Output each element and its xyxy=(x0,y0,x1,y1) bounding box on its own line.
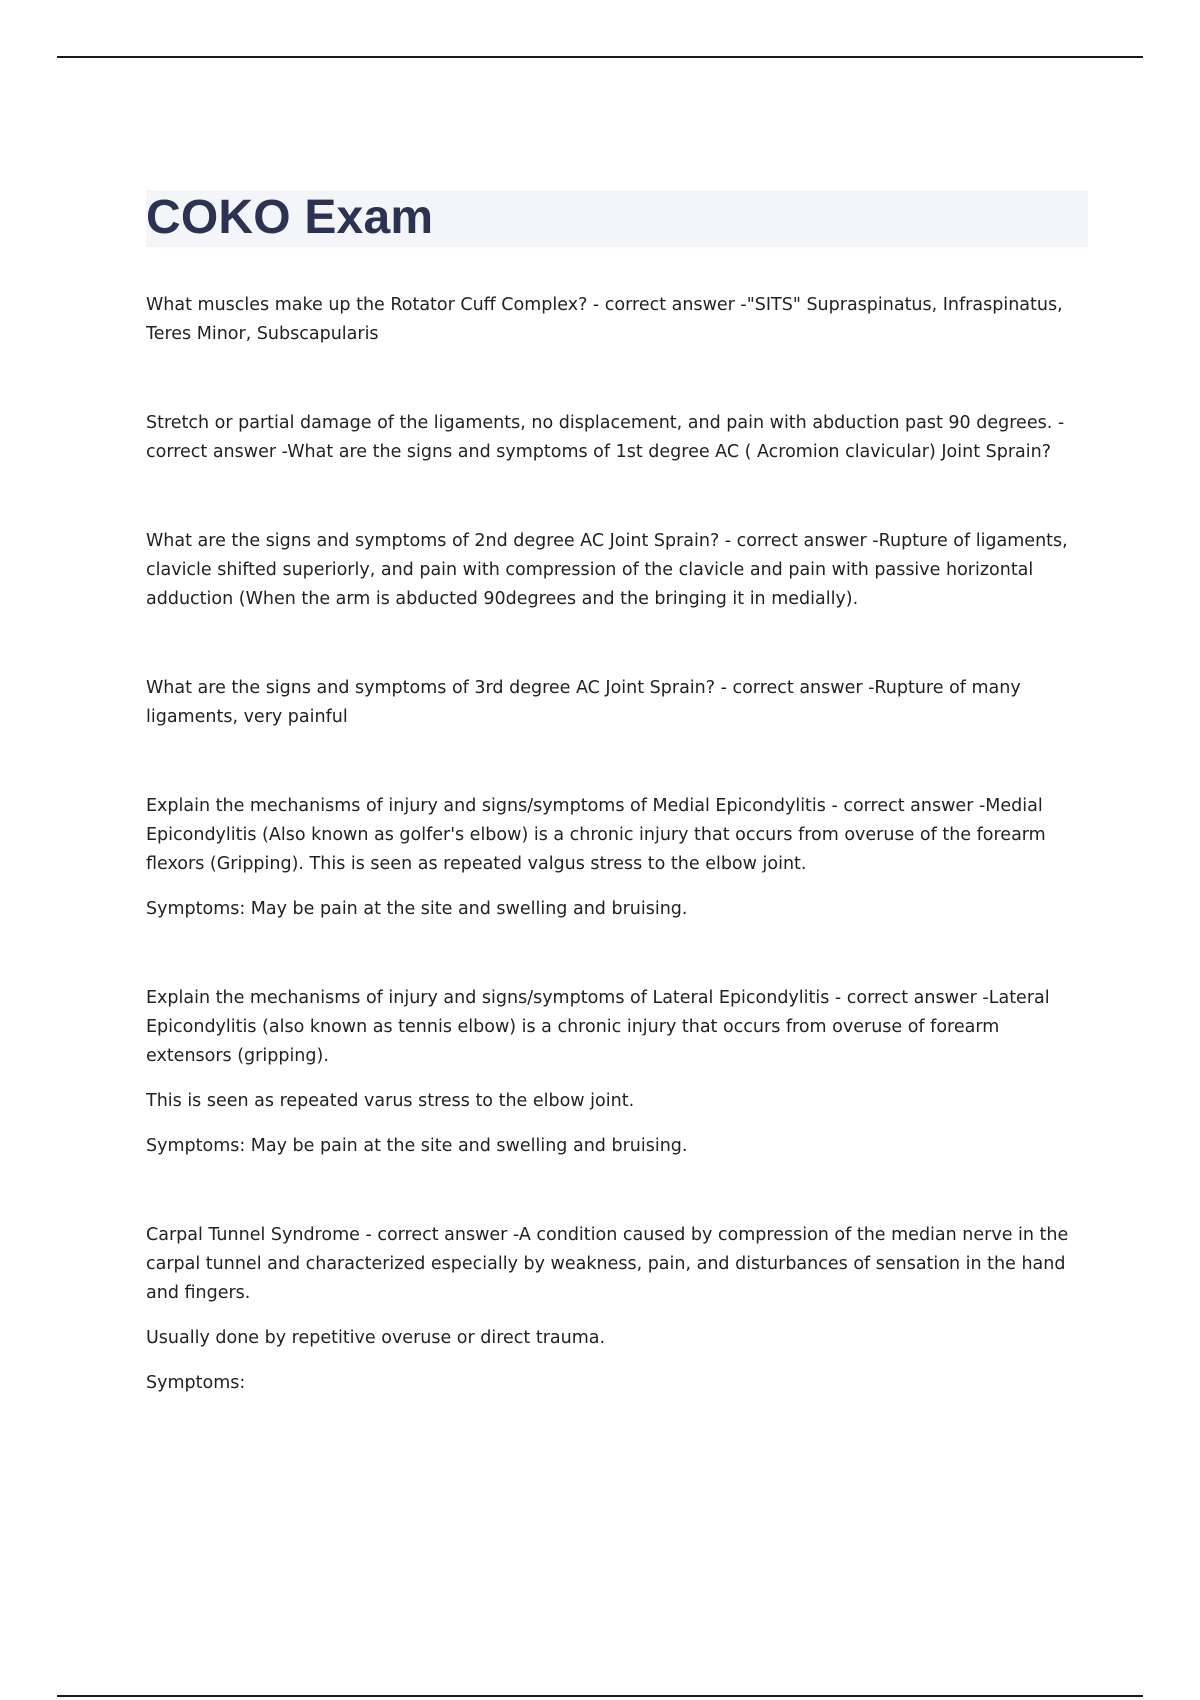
document-body xyxy=(146,291,1090,1458)
top-rule xyxy=(57,56,1143,58)
qa-paragraph: Explain the mechanisms of injury and signs/symptoms of Lateral Epicondylitis - correct answer -Lateral Epicondylitis (also known as tennis elbow) is a chronic injury that occurs from overuse of forearm extensors (gripping). xyxy=(146,988,1050,1066)
qa-paragraph: Stretch or partial damage of the ligaments, no displacement, and pain with abduction past 90 degrees. - correct answer -What are the signs and symptoms of 1st degree AC ( Acromion clavicular) Joint Sprain? xyxy=(146,413,1065,462)
qa-entry xyxy=(146,984,1090,1161)
qa-entry xyxy=(146,792,1090,924)
qa-paragraph: This is seen as repeated varus stress to the elbow joint. xyxy=(146,1091,635,1111)
bottom-rule xyxy=(57,1695,1143,1697)
page-title: COKO Exam xyxy=(146,191,434,244)
qa-paragraph: Symptoms: May be pain at the site and swelling and bruising. xyxy=(146,899,688,919)
qa-paragraph: Symptoms: xyxy=(146,1373,246,1393)
qa-paragraph: Explain the mechanisms of injury and signs/symptoms of Medial Epicondylitis - correct answer -Medial Epicondylitis (Also known as golfer's elbow) is a chronic injury that occurs from overuse of the forearm flexors (Gripping). This is seen as repeated valgus stress to the elbow joint. xyxy=(146,796,1046,874)
qa-entry xyxy=(146,291,1090,349)
qa-entry xyxy=(146,527,1090,614)
qa-entry xyxy=(146,1221,1090,1398)
qa-entry xyxy=(146,674,1090,732)
qa-paragraph: What are the signs and symptoms of 2nd degree AC Joint Sprain? - correct answer -Rupture of ligaments, clavicle shifted superiorly, and pain with compression of the clavicle and pain with passive horizontal adduction (When the arm is abducted 90degrees and the bringing it in medially). xyxy=(146,531,1068,609)
qa-paragraph: What muscles make up the Rotator Cuff Complex? - correct answer -"SITS" Supraspinatus, Infraspinatus, Teres Minor, Subscapularis xyxy=(146,295,1063,344)
qa-paragraph: Symptoms: May be pain at the site and swelling and bruising. xyxy=(146,1136,688,1156)
qa-paragraph: Carpal Tunnel Syndrome - correct answer -A condition caused by compression of the median nerve in the carpal tunnel and characterized especially by weakness, pain, and disturbances of sensation in the hand and fingers. xyxy=(146,1225,1069,1303)
qa-paragraph: Usually done by repetitive overuse or direct trauma. xyxy=(146,1328,606,1348)
qa-paragraph: What are the signs and symptoms of 3rd degree AC Joint Sprain? - correct answer -Rupture of many ligaments, very painful xyxy=(146,678,1021,727)
qa-entry xyxy=(146,409,1090,467)
